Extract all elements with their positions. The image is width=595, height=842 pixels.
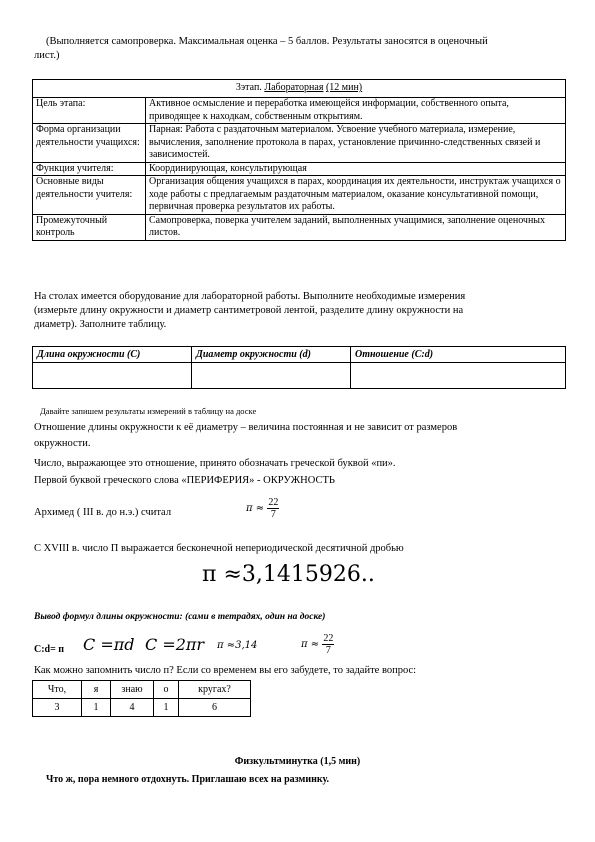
measure-header-length: Длина окружности (С) [33,347,192,363]
measure-cell[interactable] [351,363,566,389]
intro-line-1: (Выполняется самопроверка. Максимальная оценка – 5 баллов. Результаты заносятся в оценочный [46,36,488,47]
mnemonic-count: 1 [82,699,111,717]
mnemonic-count: 4 [111,699,154,717]
mnemonic-word: о [154,681,179,699]
mnemonic-count: 3 [33,699,82,717]
pi-value: π ≈3,1415926.. [202,562,375,587]
stage-row-label: Основные виды деятельности учителя: [33,176,146,215]
stage-table [32,79,566,241]
mnemonic-word: я [82,681,111,699]
measure-cell[interactable] [33,363,192,389]
measure-table [32,346,566,389]
stage-row-value: Самопроверка, поверка учителем заданий, выполненных учащимися, заполнение оценочных листов. [146,214,566,240]
ratio-line-2: окружности. [34,438,91,449]
measure-header-ratio: Отношение (С:d) [351,347,566,363]
fraction-numerator: 22 [268,497,279,508]
fraction-pi: π ≈ [301,639,320,650]
record-text: Давайте запишем результаты измерений в таблицу на доске [40,406,257,416]
mnemonic-word: Что, [33,681,82,699]
century-text: С XVIII в. число П выражается бесконечной непериодической десятичной дробью [34,543,404,554]
stage-row-label: Цель этапа: [33,98,146,124]
cd-pi: C:d= п [34,644,65,655]
task-line-1: На столах имеется оборудование для лабораторной работы. Выполните необходимые измерения [34,291,466,302]
task-line-3: диаметр). Заполните таблицу. [34,319,167,330]
archimedes-text: Архимед ( III в. до н.э.) считал [34,507,172,518]
fraction-numerator: 22 [323,633,334,644]
formula-nd: C =πd [83,635,135,654]
intro-line-2: лист.) [34,50,60,61]
stage-row-label: Промежуточный контроль [33,214,146,240]
phys-text: Что ж, пора немного отдохнуть. Приглашаю всех на разминку. [46,774,329,785]
stage-row-label: Форма организации деятельности учащихся: [33,124,146,163]
mnemonic-count: 6 [179,699,251,717]
approx-314: π ≈3,14 [217,640,258,651]
number-text: Число, выражающее это отношение, принято обозначать греческой буквой «пи». [34,458,396,469]
pi-fraction-archimedes [246,497,279,520]
stage-row-value: Координирующая, консультирующая [146,162,566,176]
mnemonic-word: знаю [111,681,154,699]
stage-title-time: (12 мин) [325,82,363,94]
fraction-denominator: 7 [270,509,276,520]
formula-2nr: C =2πr [145,635,205,654]
stage-title-cell [33,80,566,98]
mnemonic-count: 1 [154,699,179,717]
stage-title-prefix: 3этап. [235,82,265,94]
stage-title: Лабораторная [264,82,324,94]
stage-row-value: Организация общения учащихся в парах, координация их деятельности, инструктаж учащихся о ходе работы с предлагаемым раздаточным материалом, оказание консультативной помощи, первичная проверка результатов их работы. [146,176,566,215]
stage-row-label: Функция учителя: [33,162,146,176]
measure-header-diameter: Диаметр окружности (d) [192,347,351,363]
mnemonic-word: кругах? [179,681,251,699]
mnemonic-table [32,680,251,717]
pi-fraction-derivation [301,633,334,656]
first-letter-text: Первой буквой греческого слова «ПЕРИФЕРИЯ» - ОКРУЖНОСТЬ [34,475,335,486]
stage-row-value: Парная: Работа с раздаточным материалом. Усвоение учебного материала, измерение, вычисления, заполнение протокола в парах, установление причинно-следственных связей и зависимостей. [146,124,566,163]
remember-text: Как можно запомнить число п? Если со временем вы его забудете, то задайте вопрос: [34,665,417,676]
derivation-text: Вывод формул длины окружности: (сами в тетрадях, один на доске) [34,612,326,622]
phys-title: Физкультминутка (1,5 мин) [234,756,361,767]
stage-row-value: Активное осмысление и переработка имеющейся информации, собственного опыта, приводящее к находкам, собственным открытиям. [146,98,566,124]
task-line-2: (измерьте длину окружности и диаметр сантиметровой лентой, разделите длину окружности на [34,305,464,316]
ratio-line-1: Отношение длины окружности к её диаметру – величина постоянная и не зависит от размеров [34,422,458,433]
fraction-pi: π ≈ [246,503,265,514]
fraction-denominator: 7 [325,645,331,656]
measure-cell[interactable] [192,363,351,389]
